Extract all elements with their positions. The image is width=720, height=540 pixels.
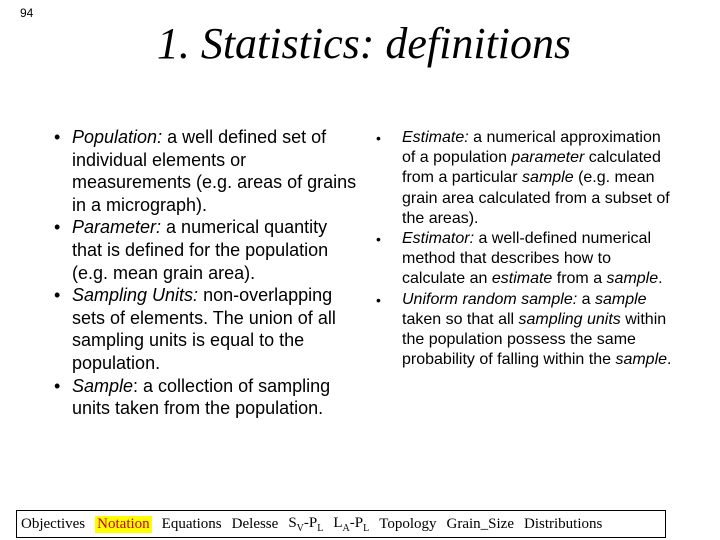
definition-population xyxy=(54,126,362,216)
bullet: • xyxy=(54,217,61,238)
term-estimate: Estimate: xyxy=(402,129,469,146)
definition-parameter xyxy=(54,216,362,284)
definition-text: a xyxy=(577,290,595,308)
nav-grain-size[interactable]: Grain_Size xyxy=(446,515,514,532)
nav-topology[interactable]: Topology xyxy=(379,515,437,532)
term-population: Population: xyxy=(72,127,163,147)
definition-text: non-overlapping sets of elements. The union of all sampling units is equal to the population. xyxy=(72,285,336,373)
term-ref: sample xyxy=(594,290,647,308)
nav-sv-sub: V xyxy=(296,522,304,534)
definition-text: a numerical approximation of a population xyxy=(402,129,661,167)
navigation-bar xyxy=(16,510,666,538)
definition-text: a numerical quantity that is defined for the population (e.g. mean grain area). xyxy=(72,217,329,283)
nav-la-l: L xyxy=(333,514,343,531)
definition-text: calculated from a particular xyxy=(402,149,661,187)
nav-distributions[interactable]: Distributions xyxy=(523,515,603,532)
slide-title: 1. Statistics: definitions xyxy=(156,19,572,68)
term-ref: sample xyxy=(615,351,668,369)
term-ref: parameter xyxy=(511,149,585,167)
nav-delesse[interactable]: Delesse xyxy=(231,515,279,532)
nav-sv-s: S xyxy=(288,514,297,531)
definition-uniform-random-sample xyxy=(376,290,674,371)
definition-text: a well defined set of individual elements or measurements (e.g. areas of grains in a micrograph). xyxy=(72,127,357,215)
term-sample: Sample xyxy=(72,375,134,396)
definition-sample xyxy=(54,375,362,420)
term-uniform-random-sample: Uniform random sample: xyxy=(402,290,578,308)
left-definitions-list xyxy=(54,126,362,420)
definition-text: within the population possess the same probability of falling within the xyxy=(402,310,667,369)
nav-sv-sub2: L xyxy=(317,522,324,534)
nav-notation[interactable]: Notation xyxy=(97,515,150,532)
definition-text: taken so that all xyxy=(402,310,519,328)
term-sampling-units: Sampling Units: xyxy=(72,285,199,306)
nav-equations[interactable]: Equations xyxy=(161,515,222,532)
term-ref: sample xyxy=(522,169,574,187)
definition-text: a well-defined numerical method that describes how to calculate an xyxy=(402,230,651,288)
nav-sv-pl[interactable] xyxy=(288,515,323,534)
term-parameter: Parameter: xyxy=(72,217,162,238)
definition-estimate xyxy=(376,128,674,229)
definition-text: (e.g. mean grain area calculated from a subset of the areas). xyxy=(402,169,670,227)
nav-sv-dash: -P xyxy=(303,514,318,531)
nav-objectives[interactable]: Objectives xyxy=(21,515,86,532)
definition-text: . xyxy=(658,270,663,288)
term-ref: sampling units xyxy=(518,310,621,328)
definition-text: . xyxy=(667,351,672,369)
bullet: • xyxy=(376,231,381,248)
definition-estimator xyxy=(376,229,674,290)
nav-la-sub2: L xyxy=(363,522,370,534)
term-ref: sample xyxy=(606,270,659,288)
definition-sampling-units xyxy=(54,284,362,374)
term-estimator: Estimator: xyxy=(402,230,475,248)
term-ref: estimate xyxy=(491,270,553,288)
nav-la-pl[interactable] xyxy=(333,515,369,534)
definition-text: : a collection of sampling units taken from the population. xyxy=(72,375,331,419)
nav-la-sub: A xyxy=(342,522,350,534)
bullet: • xyxy=(54,127,61,147)
right-definitions-list xyxy=(376,128,674,370)
bullet: • xyxy=(376,291,381,308)
definition-text: from a xyxy=(552,270,607,288)
bullet: • xyxy=(376,130,381,146)
bullet: • xyxy=(54,285,61,306)
bullet: • xyxy=(54,375,61,396)
nav-la-dash: -P xyxy=(349,514,364,531)
page-number: 94 xyxy=(20,6,34,20)
